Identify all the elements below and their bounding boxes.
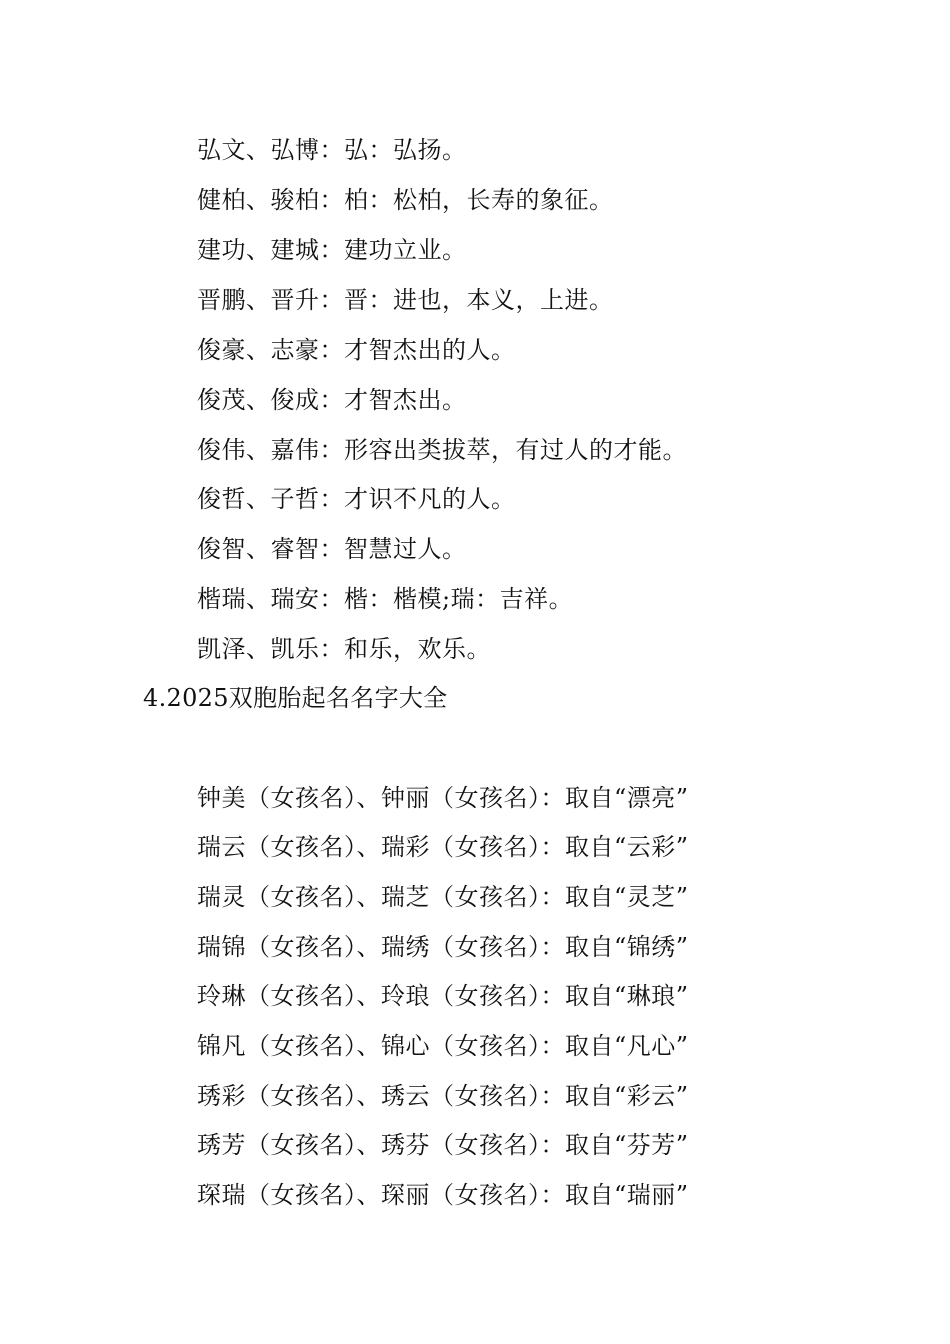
name-entry: 瑞云（女孩名）、瑞彩（女孩名）：取自“云彩”: [197, 833, 689, 861]
name-entry: 俊智、睿智：智慧过人。: [197, 535, 467, 563]
name-entry: 瑞锦（女孩名）、瑞绣（女孩名）：取自“锦绣”: [197, 933, 689, 961]
name-entry: 俊茂、俊成：才智杰出。: [197, 386, 467, 414]
name-entry: 琛瑞（女孩名）、琛丽（女孩名）：取自“瑞丽”: [197, 1181, 689, 1209]
name-entry: 钟美（女孩名）、钟丽（女孩名）：取自“漂亮”: [197, 784, 689, 812]
name-entry: 晋鹏、晋升：晋：进也，本义，上进。: [197, 286, 614, 314]
name-entry: 琇芳（女孩名）、琇芬（女孩名）：取自“芬芳”: [197, 1131, 689, 1159]
name-entry: 建功、建城：建功立业。: [197, 236, 467, 264]
name-entry: 瑞灵（女孩名）、瑞芝（女孩名）：取自“灵芝”: [197, 883, 689, 911]
name-entry: 玲琳（女孩名）、玲琅（女孩名）：取自“琳琅”: [197, 982, 689, 1010]
name-entry: 俊豪、志豪：才智杰出的人。: [197, 336, 516, 364]
name-entry: 琇彩（女孩名）、琇云（女孩名）：取自“彩云”: [197, 1082, 689, 1110]
name-entry: 俊伟、嘉伟：形容出类拔萃，有过人的才能。: [197, 436, 687, 464]
name-entry: 锦凡（女孩名）、锦心（女孩名）：取自“凡心”: [197, 1032, 689, 1060]
name-entry: 健柏、骏柏：柏：松柏，长寿的象征。: [197, 186, 614, 214]
name-entry: 凯泽、凯乐：和乐，欢乐。: [197, 635, 491, 663]
name-entry: 俊哲、子哲：才识不凡的人。: [197, 485, 516, 513]
section-heading: 4.2025双胞胎起名名字大全: [143, 684, 448, 712]
name-entry: 楷瑞、瑞安：楷：楷模;瑞：吉祥。: [197, 585, 574, 613]
name-entry: 弘文、弘博：弘：弘扬。: [197, 136, 467, 164]
